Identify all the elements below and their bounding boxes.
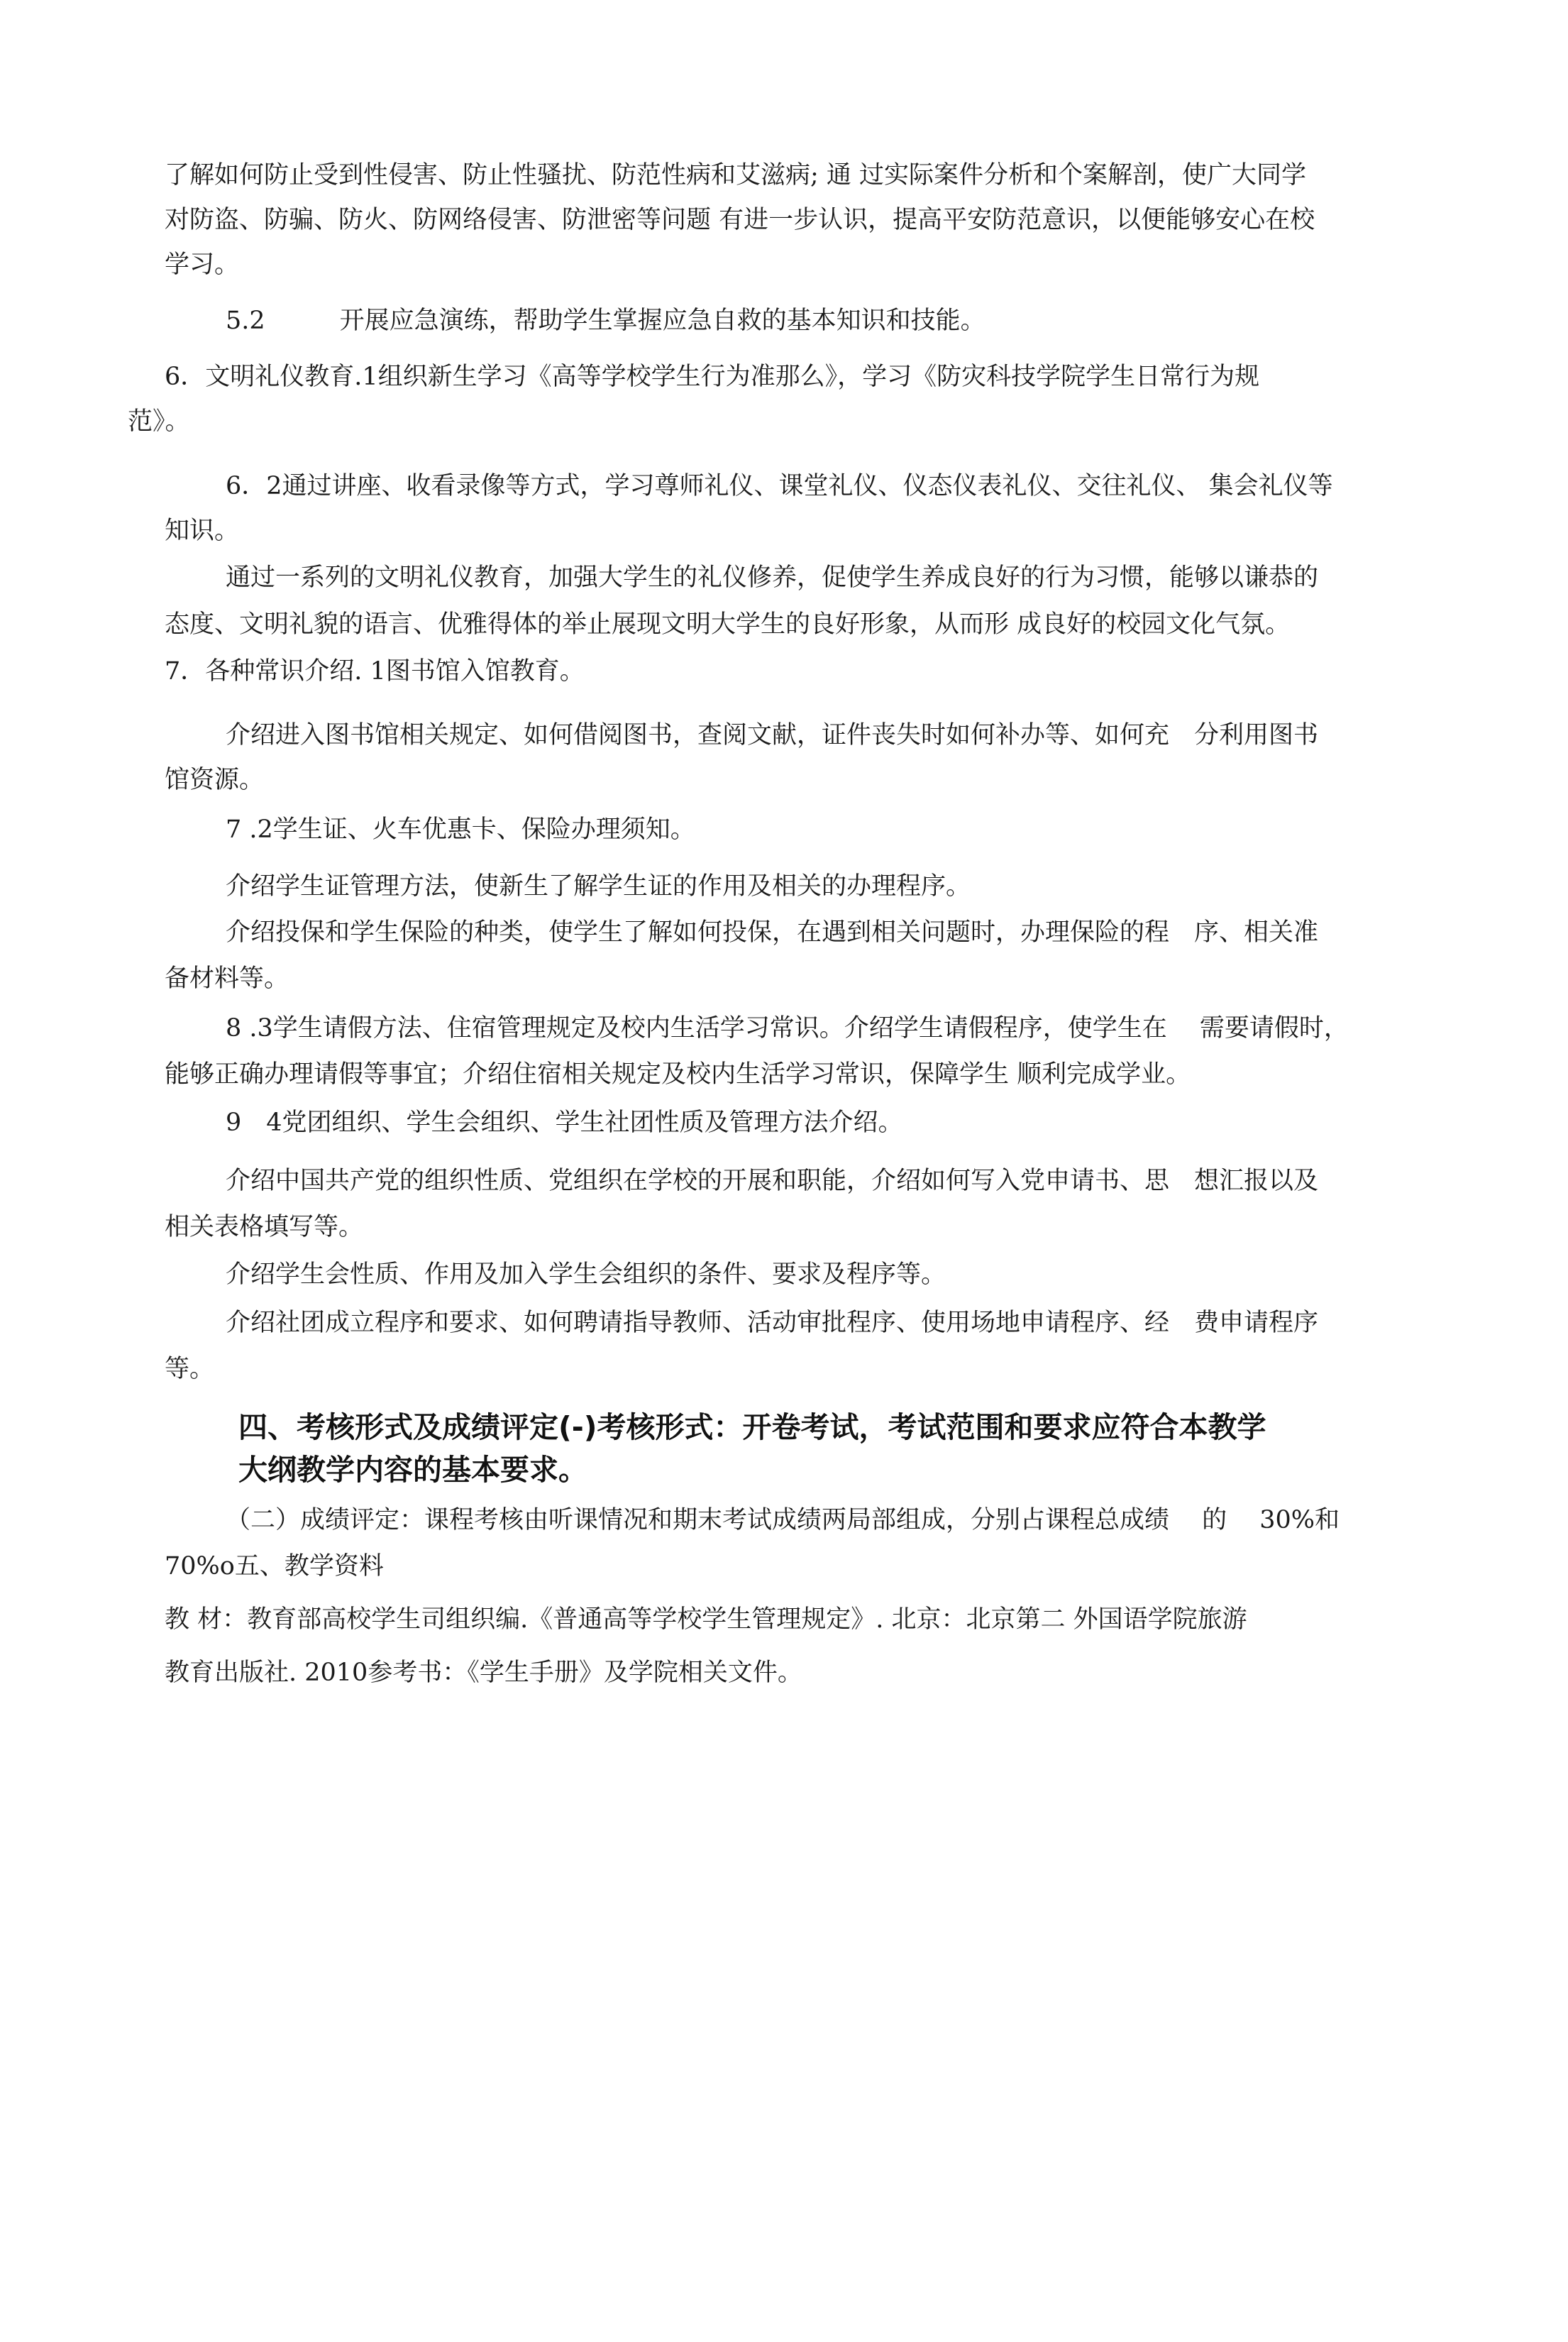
section-heading: 四、考核形式及成绩评定(-)考核形式：开卷考试，考试范围和要求应符合本教学 bbox=[238, 1410, 1266, 1444]
paragraph-line: 馆资源。 bbox=[165, 766, 265, 794]
paragraph-line: 备材料等。 bbox=[165, 964, 289, 993]
paragraph-line: 了解如何防止受到性侵害、防止性骚扰、防范性病和艾滋病; 通 过实际案件分析和个案解剖，使广大同学 bbox=[165, 161, 1307, 189]
paragraph-line: 介绍社团成立程序和要求、如何聘请指导教师、活动审批程序、使用场地申请程序、经 费申请程序 bbox=[226, 1309, 1319, 1337]
paragraph-line: 通过一系列的文明礼仪教育，加强大学生的礼仪修养，促使学生养成良好的行为习惯，能够以谦恭的 bbox=[226, 563, 1319, 592]
paragraph-line: 知识。 bbox=[165, 517, 240, 545]
textbook-line: 教 材：教育部高校学生司组织编.《普通高等学校学生管理规定》. 北京：北京第二 外国语学院旅游 bbox=[165, 1605, 1247, 1634]
section-5-2-line: 5.2 开展应急演练，帮助学生掌握应急自救的基本知识和技能。 bbox=[226, 307, 985, 335]
paragraph-line: 对防盗、防骗、防火、防网络侵害、防泄密等问题 有进一步认识，提高平安防范意识，以便能够安心在校 bbox=[165, 206, 1315, 234]
grading-line: （二）成绩评定：课程考核由听课情况和期末考试成绩两局部组成，分别占课程总成绩 的 30%和 bbox=[226, 1506, 1340, 1534]
paragraph-line: 教育出版社. 2010参考书：《学生手册》及学院相关文件。 bbox=[165, 1659, 802, 1687]
section-7-2-line: 7 .2学生证、火车优惠卡、保险办理须知。 bbox=[226, 815, 695, 844]
paragraph-line: 介绍学生会性质、作用及加入学生会组织的条件、要求及程序等。 bbox=[226, 1260, 946, 1289]
section-6-line: 6．文明礼仪教育.1组织新生学习《高等学校学生行为准那么》，学习《防灾科技学院学生日常行为规 bbox=[165, 363, 1260, 391]
paragraph-line: 介绍进入图书馆相关规定、如何借阅图书，查阅文献，证件丧失时如何补办等、如何充 分利用图书 bbox=[226, 721, 1319, 749]
paragraph-line: 范》。 bbox=[128, 407, 190, 436]
section-7-line: 7．各种常识介绍. 1图书馆入馆教育。 bbox=[165, 657, 585, 686]
section-9-line: 9 4党团组织、学生会组织、学生社团性质及管理方法介绍。 bbox=[226, 1109, 903, 1137]
section-6-2-line: 6．2通过讲座、收看录像等方式，学习尊师礼仪、课堂礼仪、仪态仪表礼仪、交往礼仪、 集会礼仪等 bbox=[226, 472, 1333, 500]
section-heading: 大纲教学内容的基本要求。 bbox=[238, 1453, 587, 1487]
paragraph-line: 态度、文明礼貌的语言、优雅得体的举止展现文明大学生的良好形象，从而形 成良好的校园文化气氛。 bbox=[165, 610, 1291, 639]
paragraph-line: 70%o五、教学资料 bbox=[165, 1552, 384, 1580]
paragraph-line: 等。 bbox=[165, 1355, 215, 1383]
paragraph-line: 介绍学生证管理方法，使新生了解学生证的作用及相关的办理程序。 bbox=[226, 872, 971, 901]
paragraph-line: 学习。 bbox=[165, 251, 240, 279]
section-8-3-line: 8 .3学生请假方法、住宿管理规定及校内生活学习常识。介绍学生请假程序，使学生在 需要请假时， bbox=[226, 1014, 1349, 1043]
paragraph-line: 介绍中国共产党的组织性质、党组织在学校的开展和职能，介绍如何写入党申请书、思 想汇报以及 bbox=[226, 1167, 1319, 1195]
paragraph-line: 相关表格填写等。 bbox=[165, 1213, 364, 1241]
paragraph-line: 介绍投保和学生保险的种类，使学生了解如何投保，在遇到相关问题时，办理保险的程 序、相关准 bbox=[226, 918, 1319, 947]
paragraph-line: 能够正确办理请假等事宜；介绍住宿相关规定及校内生活学习常识，保障学生 顺利完成学业。 bbox=[165, 1060, 1191, 1089]
